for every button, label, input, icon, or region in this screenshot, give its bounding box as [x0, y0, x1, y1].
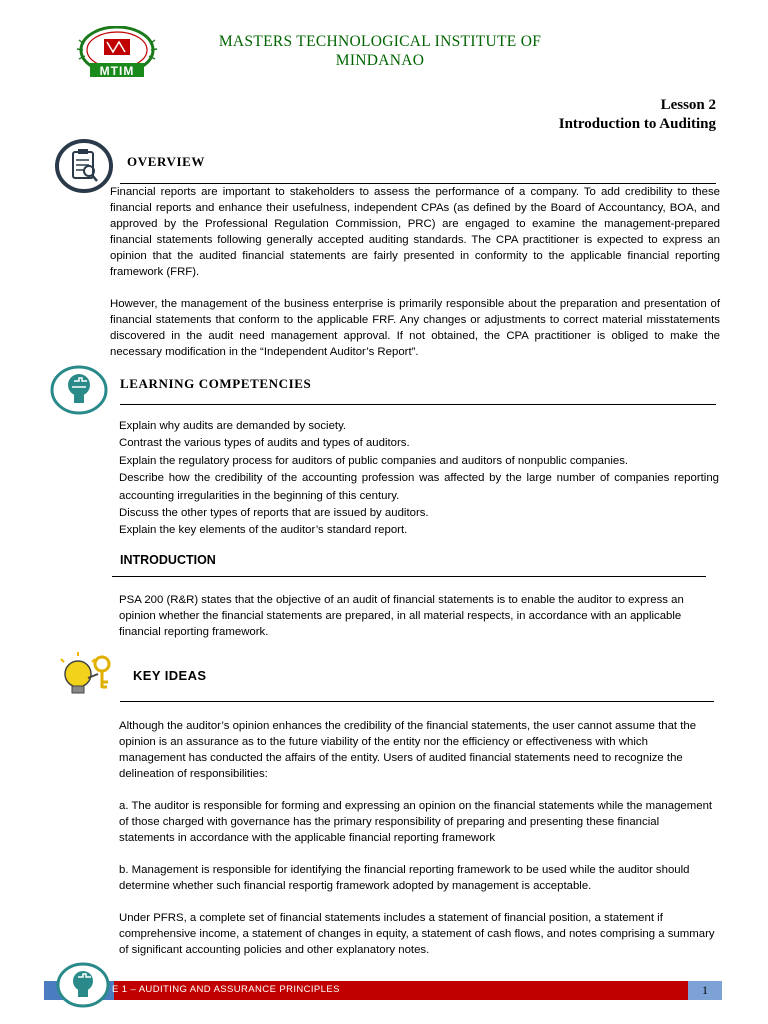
key-ideas-title: KEY IDEAS — [133, 668, 207, 683]
lightbulb-puzzle-icon — [50, 365, 108, 415]
competency-item: Explain the regulatory process for auditors of public companies and auditors of nonpublic companies. — [119, 454, 629, 467]
footer-icon — [56, 962, 110, 1008]
overview-paragraph-1: Financial reports are important to stakeholders to assess the performance of a company. To add credibility to these financial reports and enhance their usefulness, independent CPAs (as defined by the Board of Accountancy, BOA, and approved by the Professional Regulation Commission, PRC) are engaged to examine the management-prepared financial statements following generally accepted auditing standards. The CPA practitioner is expected to express an opinion that the audited financial statements are fairly presented in conformity to the applicable financial reporting framework (FRF). — [110, 186, 720, 278]
key-ideas-paragraph-1: Although the auditor’s opinion enhances the credibility of the financial statements, the user cannot assume that the opinion is an assurance as to the future viability of the entity nor the efficiency or effectiveness with which management has conducted the affairs of the entity. Users of audited financial statements need to recognize the delineation of responsibilities: — [119, 720, 697, 780]
institution-logo — [76, 26, 158, 78]
overview-paragraph-2: However, the management of the business enterprise is primarily responsible about the preparation and presentation of financial statements that conform to the applicable FRF. Any changes or adjustments to correct material misstatements discovered in the audit need management approval. If not obtained, the CPA practitioner is obliged to make the necessary modification in the “Independent Auditor’s Report”. — [110, 298, 720, 358]
footer-course-text: E 1 – AUDITING AND ASSURANCE PRINCIPLES — [112, 984, 340, 995]
key-ideas-icon — [58, 652, 124, 700]
key-ideas-body — [119, 718, 715, 974]
institution-line-1: MASTERS TECHNOLOGICAL INSTITUTE OF — [218, 33, 542, 50]
lesson-number: Lesson 2 — [660, 97, 716, 113]
competency-item: Explain why audits are demanded by society. — [119, 420, 347, 432]
lightbulb-key-icon — [58, 652, 124, 700]
overview-body — [110, 184, 720, 376]
competency-item: Contrast the various types of audits and types of auditors. — [119, 437, 410, 450]
competencies-icon — [50, 365, 108, 415]
lightbulb-puzzle-icon — [56, 962, 110, 1008]
competency-item: Describe how the credibility of the accounting profession was affected by the large number of companies reporting accounting irregularities in the beginning of this century. — [119, 472, 719, 502]
institution-name — [150, 32, 610, 70]
overview-icon — [54, 138, 114, 194]
introduction-body: PSA 200 (R&R) states that the objective of an audit of financial statements is to enable the auditor to express an opinion whether the financial statements are prepared, in all material respects, in accordance with an applicable financial reporting framework. — [119, 594, 684, 638]
overview-title: OVERVIEW — [127, 154, 206, 169]
competency-item: Discuss the other types of reports that are issued by auditors. — [119, 507, 429, 520]
competencies-list — [119, 418, 719, 540]
key-ideas-paragraph-4: Under PFRS, a complete set of financial statements includes a statement of financial position, a statement if comprehensive income, a statement of changes in equity, a statement of cash flows, and notes comprising a summary of significant accounting policies and other explanatory notes. — [119, 912, 715, 956]
competencies-divider — [120, 404, 716, 405]
introduction-title: INTRODUCTION — [120, 553, 216, 567]
key-ideas-paragraph-3: b. Management is responsible for identifying the financial reporting framework to be used while the auditor should determine whether such financial resportig framework adopted by management is acceptable. — [119, 864, 690, 892]
key-ideas-paragraph-2: a. The auditor is responsible for forming and expressing an opinion on the financial statements while the management of those charged with governance has the primary responsibility of preparing and presenting these financial statements in accordance with the applicable financial reporting framework — [119, 800, 713, 844]
institution-line-2: MINDANAO — [335, 52, 425, 69]
lesson-title: Introduction to Auditing — [558, 116, 716, 132]
lesson-heading — [559, 96, 716, 134]
page-number: 1 — [702, 983, 708, 997]
clipboard-search-icon — [54, 138, 114, 194]
key-ideas-divider — [120, 701, 714, 702]
logo-text: MTIM — [99, 64, 135, 78]
competencies-title: LEARNING COMPETENCIES — [120, 376, 312, 391]
competency-item: Explain the key elements of the auditor’s standard report. — [119, 524, 408, 537]
introduction-divider — [112, 576, 706, 577]
